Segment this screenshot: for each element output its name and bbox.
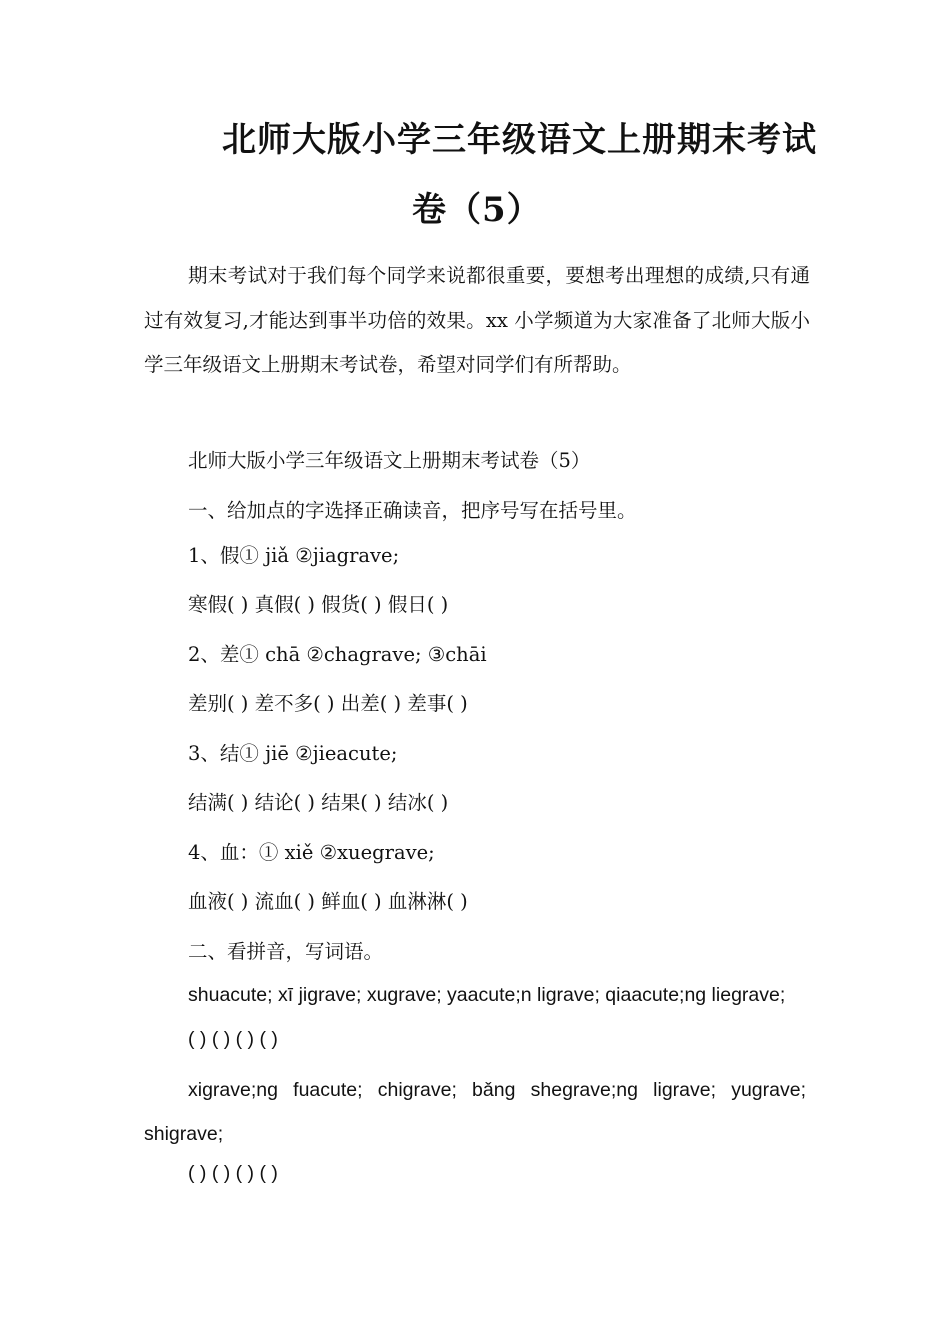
document-title-line-2: 卷（5） (412, 190, 542, 230)
question-4: 4、血：① xiě ②xuegrave; (188, 841, 435, 864)
answer-line-1: 寒假( ) 真假( ) 假货( ) 假日( ) (188, 593, 449, 616)
blanks-row-1: ( ) ( ) ( ) ( ) (188, 1028, 278, 1050)
exam-subtitle: 北师大版小学三年级语文上册期末考试卷（5） (188, 449, 591, 472)
section-2-heading: 二、看拼音，写词语。 (188, 940, 384, 963)
intro-paragraph: 期末考试对于我们每个同学来说都很重要，要想考出理想的成绩,只有通过有效复习,才能达到事半功倍的效果。xx 小学频道为大家准备了北师大版小学三年级语文上册期末考试卷，希望对同学们有所帮助。 (144, 264, 810, 376)
answer-line-2: 差别( ) 差不多( ) 出差( ) 差事( ) (188, 692, 468, 715)
blanks-row-2: ( ) ( ) ( ) ( ) (188, 1162, 278, 1184)
pinyin-row-1: shuacute; xī jigrave; xugrave; yaacute;n ligrave; qiaacute;ng liegrave; (188, 984, 786, 1006)
section-1-heading: 一、给加点的字选择正确读音，把序号写在括号里。 (188, 499, 637, 522)
pinyin-row-2: xigrave;ng fuacute; chigrave; bǎng shegrave;ng ligrave; yugrave; shigrave; (144, 1079, 806, 1145)
answer-line-3: 结满( ) 结论( ) 结果( ) 结冰( ) (188, 791, 449, 814)
answer-line-4: 血液( ) 流血( ) 鲜血( ) 血淋淋( ) (188, 890, 468, 913)
question-3: 3、结① jiē ②jieacute; (188, 742, 398, 765)
document-title-line-1: 北师大版小学三年级语文上册期末考试 (222, 120, 817, 160)
question-1: 1、假① jiǎ ②jiagrave; (188, 544, 400, 567)
question-2: 2、差① chā ②chagrave; ③chāi (188, 643, 487, 666)
